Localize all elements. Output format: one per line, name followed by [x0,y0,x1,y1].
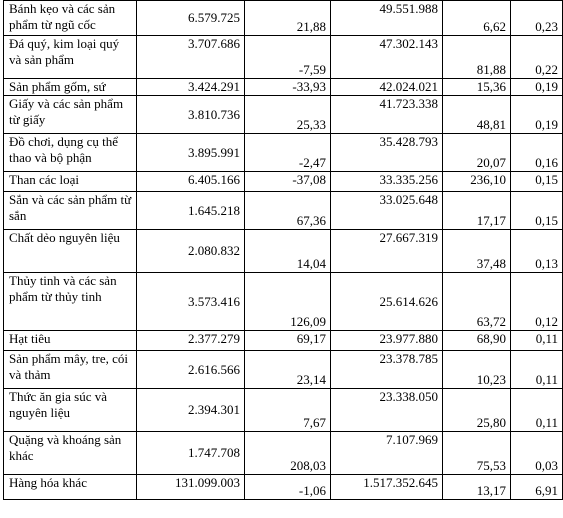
cell-value: 2.616.566 [188,361,240,377]
change-cell [245,96,331,134]
cell-value: -7,59 [298,62,326,77]
cell-value: 0,13 [535,256,558,271]
commodity-name-cell: Đồ chơi, dụng cụ thể thao và bộ phận [4,134,137,172]
cell-value: 49.551.988 [379,1,438,16]
cell-value: 6.579.725 [188,10,240,25]
share-cell [511,351,563,389]
total-value-cell [331,36,443,79]
value-cell [137,36,245,79]
total-value-cell [331,192,443,230]
change-cell [245,79,331,96]
cell-value: 27.667.319 [379,230,438,245]
cell-value: -33,93 [292,79,326,94]
cell-value: 6,91 [535,483,558,498]
cell-value: 236,10 [470,172,506,187]
cell-value: 25,33 [296,117,326,132]
growth-cell [443,432,511,475]
share-cell [511,79,563,96]
value-cell [137,273,245,331]
cell-value: 0,11 [535,415,558,430]
share-cell [511,432,563,475]
growth-cell [443,79,511,96]
commodity-name-cell: Sản phẩm gốm, sứ [4,79,137,96]
growth-cell [443,36,511,79]
table-row [4,79,563,96]
commodity-name-cell: Đá quý, kim loại quý và sản phẩm [4,36,137,79]
table-row [4,273,563,331]
total-value-cell [331,230,443,273]
cell-value: 0,22 [535,62,558,77]
commodity-name-cell: Chất dẻo nguyên liệu [4,230,137,273]
value-cell [137,192,245,230]
share-cell [511,273,563,331]
cell-value: 3.573.416 [188,293,240,309]
commodity-name-cell: Thức ăn gia súc và nguyên liệu [4,389,137,432]
cell-value: 33.025.648 [379,192,438,207]
cell-value: 0,15 [535,172,558,187]
value-cell [137,351,245,389]
cell-value: 1.747.708 [188,445,240,460]
share-cell [511,36,563,79]
growth-cell [443,475,511,500]
commodity-table [3,0,563,500]
cell-value: 10,23 [476,372,506,387]
cell-value: 6.405.166 [188,172,240,187]
share-cell [511,1,563,36]
commodity-name-cell: Thủy tinh và các sản phẩm từ thủy tinh [4,273,137,331]
change-cell [245,36,331,79]
cell-value: 7,67 [303,415,326,430]
cell-value: 2.394.301 [188,402,240,417]
table-row [4,475,563,500]
growth-cell [443,1,511,36]
table-row [4,351,563,389]
cell-value: 47.302.143 [379,36,438,51]
cell-value: 0,16 [535,155,558,170]
change-cell [245,475,331,500]
growth-cell [443,351,511,389]
cell-value: 3.810.736 [188,106,240,122]
commodity-name-cell: Than các loại [4,172,137,192]
table-row [4,230,563,273]
cell-value: 35.428.793 [379,134,438,149]
cell-value: -2,47 [298,155,326,170]
cell-value: -1,06 [298,483,326,498]
change-cell [245,331,331,351]
share-cell [511,172,563,192]
commodity-name-cell: Hạt tiêu [4,331,137,351]
cell-value: 75,53 [476,458,506,473]
cell-value: 15,36 [476,79,506,94]
total-value-cell [331,331,443,351]
table-row [4,36,563,79]
share-cell [511,331,563,351]
value-cell [137,331,245,351]
change-cell [245,351,331,389]
total-value-cell [331,134,443,172]
share-cell [511,389,563,432]
value-cell [137,79,245,96]
growth-cell [443,331,511,351]
cell-value: 0,11 [535,372,558,387]
value-cell [137,1,245,36]
cell-value: 23.338.050 [379,389,438,404]
cell-value: -37,08 [292,172,326,187]
total-value-cell [331,172,443,192]
cell-value: 21,88 [296,19,326,34]
table-row [4,331,563,351]
table-row [4,134,563,172]
total-value-cell [331,432,443,475]
change-cell [245,192,331,230]
change-cell [245,172,331,192]
cell-value: 1.517.352.645 [363,475,438,490]
cell-value: 25,80 [476,415,506,430]
cell-value: 68,90 [476,331,506,346]
cell-value: 81,88 [476,62,506,77]
growth-cell [443,192,511,230]
growth-cell [443,134,511,172]
growth-cell [443,172,511,192]
cell-value: 0,03 [535,458,558,473]
value-cell [137,475,245,500]
cell-value: 13,17 [476,483,506,498]
table-row [4,172,563,192]
change-cell [245,432,331,475]
commodity-name-cell: Sản phẩm mây, tre, cói và thảm [4,351,137,389]
cell-value: 2.377.279 [188,331,240,346]
share-cell [511,230,563,273]
cell-value: 0,11 [535,331,558,346]
growth-cell [443,273,511,331]
cell-value: 2.080.832 [188,243,240,258]
table-row [4,1,563,36]
cell-value: 67,36 [296,213,326,228]
cell-value: 126,09 [290,314,326,329]
change-cell [245,230,331,273]
cell-value: 0,23 [535,19,558,34]
share-cell [511,134,563,172]
commodity-name-cell: Quặng và khoáng sản khác [4,432,137,475]
cell-value: 41.723.338 [379,96,438,111]
cell-value: 23.378.785 [379,351,438,366]
share-cell [511,96,563,134]
value-cell [137,96,245,134]
change-cell [245,389,331,432]
total-value-cell [331,1,443,36]
cell-value: 7.107.969 [386,432,438,447]
cell-value: 6,62 [483,19,506,34]
cell-value: 23.977.880 [379,331,438,346]
value-cell [137,172,245,192]
total-value-cell [331,79,443,96]
total-value-cell [331,96,443,134]
cell-value: 63,72 [476,314,506,329]
table-row [4,432,563,475]
cell-value: 3.895.991 [188,144,240,160]
change-cell [245,1,331,36]
commodity-name-cell: Hàng hóa khác [4,475,137,500]
table-row [4,389,563,432]
cell-value: 3.707.686 [188,36,240,51]
share-cell [511,475,563,500]
total-value-cell [331,475,443,500]
cell-value: 0,19 [535,79,558,94]
cell-value: 0,19 [535,117,558,132]
commodity-name-cell: Giấy và các sản phẩm từ giấy [4,96,137,134]
cell-value: 131.099.003 [175,475,240,490]
cell-value: 42.024.021 [379,79,438,94]
commodity-name-cell: Bánh kẹo và các sản phẩm từ ngũ cốc [4,1,137,36]
commodity-name-cell: Sắn và các sản phẩm từ sắn [4,192,137,230]
cell-value: 23,14 [296,372,326,387]
cell-value: 20,07 [476,155,506,170]
value-cell [137,389,245,432]
cell-value: 17,17 [476,213,506,228]
total-value-cell [331,351,443,389]
total-value-cell [331,273,443,331]
cell-value: 69,17 [296,331,326,346]
table-row [4,192,563,230]
cell-value: 0,12 [535,314,558,329]
cell-value: 14,04 [296,256,326,271]
growth-cell [443,96,511,134]
cell-value: 208,03 [290,458,326,473]
cell-value: 48,81 [476,117,506,132]
table-row [4,96,563,134]
value-cell [137,134,245,172]
cell-value: 25.614.626 [379,293,438,309]
cell-value: 0,15 [535,213,558,228]
cell-value: 1.645.218 [188,202,240,218]
change-cell [245,273,331,331]
growth-cell [443,389,511,432]
cell-value: 33.335.256 [379,172,438,187]
value-cell [137,432,245,475]
growth-cell [443,230,511,273]
change-cell [245,134,331,172]
cell-value: 37,48 [476,256,506,271]
cell-value: 3.424.291 [188,79,240,94]
table-body [4,1,563,500]
value-cell [137,230,245,273]
share-cell [511,192,563,230]
total-value-cell [331,389,443,432]
